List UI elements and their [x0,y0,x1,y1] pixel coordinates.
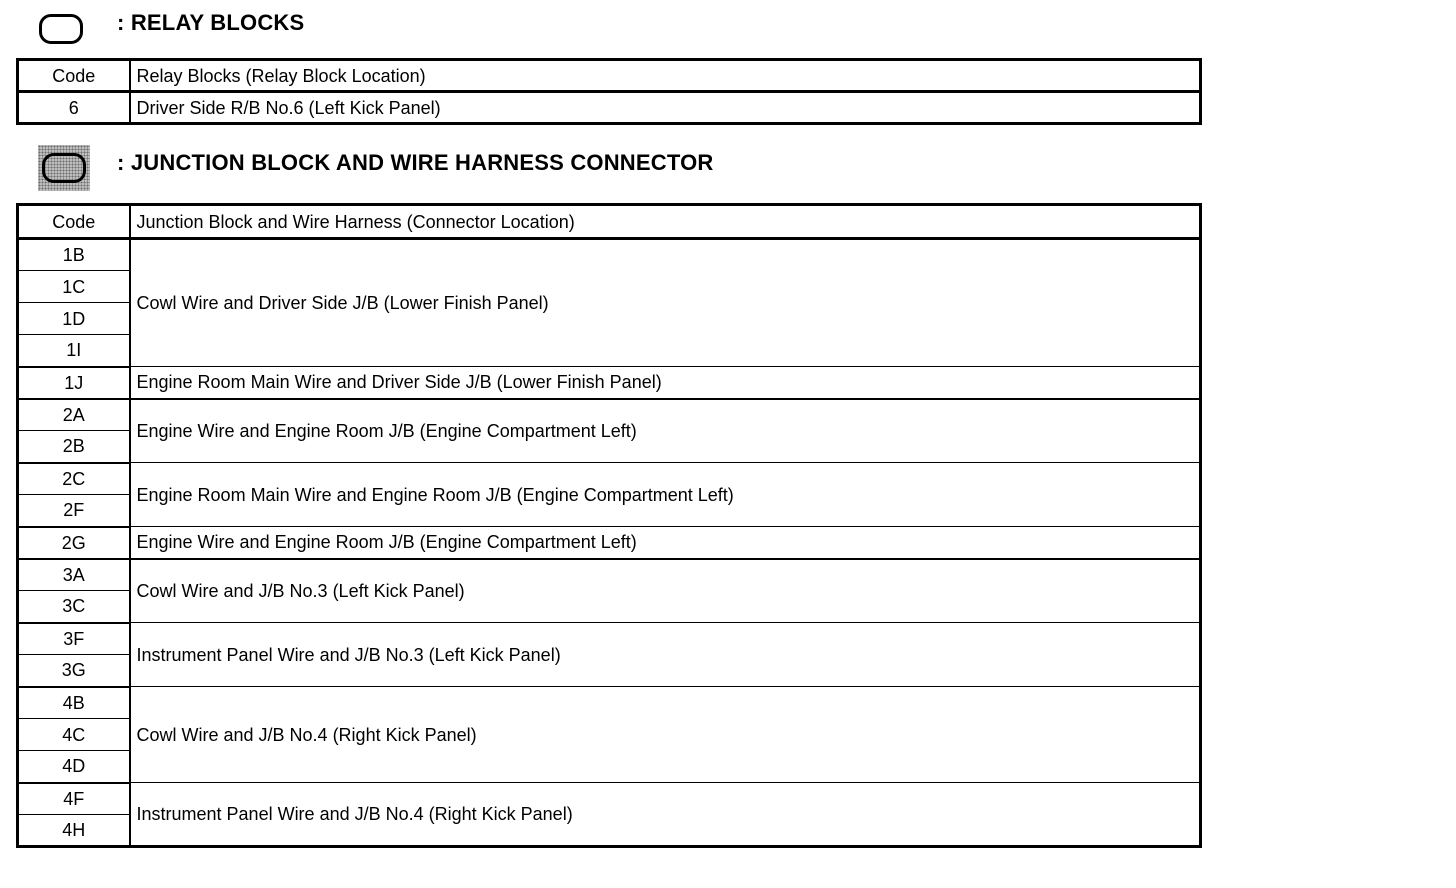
relay-block-icon [39,14,83,44]
code-cell: 3A [18,559,130,591]
relay-blocks-title: : RELAY BLOCKS [117,10,305,35]
code-cell: 3G [18,655,130,687]
description-cell: Engine Room Main Wire and Engine Room J/B (Engine Compartment Left) [130,463,1201,527]
code-header: Code [18,205,130,239]
junction-block-table [16,203,1202,848]
description-cell: Engine Wire and Engine Room J/B (Engine Compartment Left) [130,527,1201,559]
code-cell: 2B [18,431,130,463]
description-header: Relay Blocks (Relay Block Location) [130,60,1201,92]
description-cell: Driver Side R/B No.6 (Left Kick Panel) [130,92,1201,124]
table-header-row [18,60,1201,92]
code-cell: 3F [18,623,130,655]
code-cell: 1B [18,239,130,271]
table-row [18,623,1201,655]
code-cell: 1D [18,303,130,335]
code-cell: 1I [18,335,130,367]
table-row [18,783,1201,815]
description-cell: Cowl Wire and J/B No.4 (Right Kick Panel) [130,687,1201,783]
table-row [18,367,1201,399]
description-cell: Instrument Panel Wire and J/B No.4 (Right Kick Panel) [130,783,1201,847]
description-header: Junction Block and Wire Harness (Connector Location) [130,205,1201,239]
description-cell: Engine Room Main Wire and Driver Side J/B (Lower Finish Panel) [130,367,1201,399]
description-cell: Instrument Panel Wire and J/B No.3 (Left Kick Panel) [130,623,1201,687]
table-row [18,399,1201,431]
code-cell: 4D [18,751,130,783]
description-cell: Engine Wire and Engine Room J/B (Engine Compartment Left) [130,399,1201,463]
code-cell: 6 [18,92,130,124]
description-cell: Cowl Wire and Driver Side J/B (Lower Finish Panel) [130,239,1201,367]
code-cell: 4F [18,783,130,815]
code-cell: 2A [18,399,130,431]
code-cell: 4B [18,687,130,719]
table-row [18,92,1201,124]
relay-blocks-table [16,58,1202,125]
code-cell: 1J [18,367,130,399]
code-header: Code [18,60,130,92]
code-cell: 4C [18,719,130,751]
table-row [18,527,1201,559]
table-row [18,559,1201,591]
junction-block-icon [42,153,86,183]
code-cell: 3C [18,591,130,623]
code-cell: 2F [18,495,130,527]
code-cell: 4H [18,815,130,847]
junction-block-title: : JUNCTION BLOCK AND WIRE HARNESS CONNECTOR [117,150,714,175]
description-cell: Cowl Wire and J/B No.3 (Left Kick Panel) [130,559,1201,623]
code-cell: 2C [18,463,130,495]
table-row [18,463,1201,495]
code-cell: 1C [18,271,130,303]
table-row [18,239,1201,271]
table-header-row [18,205,1201,239]
table-row [18,687,1201,719]
code-cell: 2G [18,527,130,559]
